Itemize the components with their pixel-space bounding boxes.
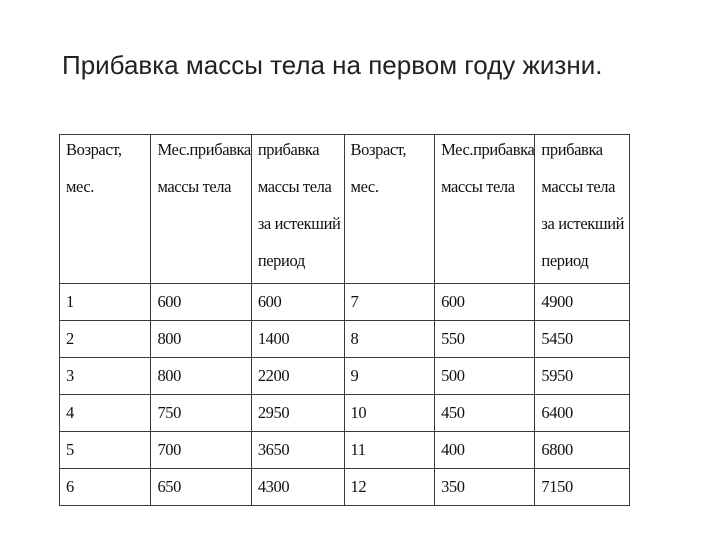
table-row	[60, 469, 630, 506]
header-text: прибавка	[541, 140, 603, 159]
table-cell: 450	[435, 395, 535, 432]
table-cell: 350	[435, 469, 535, 506]
table-cell: 800	[151, 358, 251, 395]
table-row	[60, 432, 630, 469]
table-cell: 600	[435, 284, 535, 321]
table-cell: 6400	[535, 395, 630, 432]
table-cell: 6800	[535, 432, 630, 469]
table-row	[60, 358, 630, 395]
table-cell: 2200	[251, 358, 344, 395]
table-cell: 1	[60, 284, 151, 321]
table-cell: 7150	[535, 469, 630, 506]
table-cell: 5450	[535, 321, 630, 358]
header-text: Возраст,	[350, 140, 407, 159]
table-cell: 600	[151, 284, 251, 321]
table-cell: 4300	[251, 469, 344, 506]
table-row	[60, 321, 630, 358]
table-cell: 750	[151, 395, 251, 432]
header-text: мес.	[66, 177, 95, 196]
table-cell: 500	[435, 358, 535, 395]
header-cell-cumulative-gain	[251, 135, 344, 284]
table-cell: 9	[344, 358, 435, 395]
weight-gain-table	[59, 134, 630, 506]
table-cell: 5950	[535, 358, 630, 395]
header-text: прибавка	[257, 140, 320, 159]
table-cell: 11	[344, 432, 435, 469]
header-text: массы тела	[441, 177, 515, 196]
table-cell: 400	[435, 432, 535, 469]
header-text: период	[257, 251, 305, 270]
table-cell: 10	[344, 395, 435, 432]
table-cell: 4900	[535, 284, 630, 321]
table-cell: 700	[151, 432, 251, 469]
table-cell: 12	[344, 469, 435, 506]
header-text: Мес.прибавка	[157, 140, 251, 159]
header-text: массы тела	[257, 177, 332, 196]
table-header-row	[60, 135, 630, 284]
table-cell: 600	[251, 284, 344, 321]
header-text: мес.	[350, 177, 379, 196]
table-cell: 1400	[251, 321, 344, 358]
table-cell: 7	[344, 284, 435, 321]
table-cell: 8	[344, 321, 435, 358]
header-cell-age	[344, 135, 435, 284]
table-cell: 5	[60, 432, 151, 469]
table-cell: 800	[151, 321, 251, 358]
header-text: массы тела	[157, 177, 232, 196]
table-row	[60, 395, 630, 432]
table-cell: 2	[60, 321, 151, 358]
header-text: Возраст,	[66, 140, 122, 159]
table-cell: 550	[435, 321, 535, 358]
slide-title: Прибавка массы тела на первом году жизни.	[62, 50, 603, 80]
header-text: за истекший	[541, 214, 625, 233]
table-row	[60, 284, 630, 321]
header-cell-monthly-gain	[435, 135, 535, 284]
table-cell: 3650	[251, 432, 344, 469]
table-cell: 2950	[251, 395, 344, 432]
header-cell-monthly-gain	[151, 135, 251, 284]
header-text: период	[541, 251, 589, 270]
header-cell-age	[60, 135, 151, 284]
header-cell-cumulative-gain	[535, 135, 630, 284]
table-cell: 4	[60, 395, 151, 432]
table-cell: 3	[60, 358, 151, 395]
header-text: Мес.прибавка	[441, 140, 535, 159]
table-cell: 650	[151, 469, 251, 506]
header-text: массы тела	[541, 177, 616, 196]
header-text: за истекший	[257, 214, 341, 233]
table-cell: 6	[60, 469, 151, 506]
